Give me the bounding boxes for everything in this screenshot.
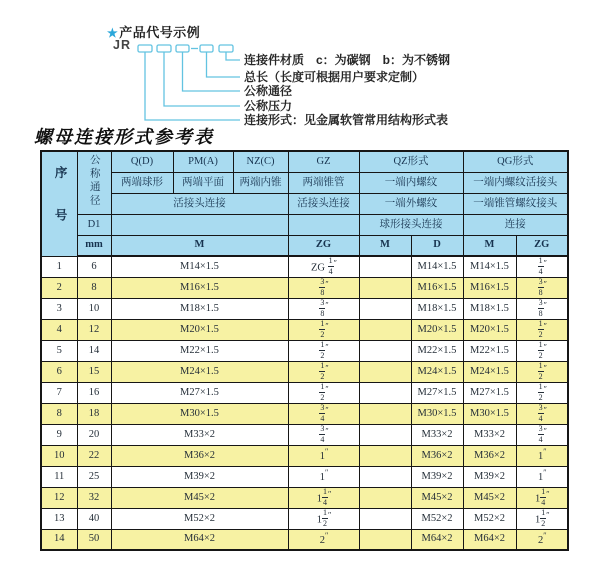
header-cell-group: Q(D) bbox=[111, 151, 173, 172]
cell-qg-m: M27×1.5 bbox=[463, 382, 516, 403]
header-cell-unit: ZG bbox=[288, 235, 359, 256]
cell-qg-m: M52×2 bbox=[463, 508, 516, 529]
header-cell-unit: M bbox=[111, 235, 288, 256]
header-cell-endtype: 两端平面 bbox=[173, 172, 233, 193]
cell-gz: $\frac{1}{2}$ ″ bbox=[288, 382, 359, 403]
nut-connection-table bbox=[40, 150, 569, 551]
table-row bbox=[41, 508, 568, 529]
header-cell-conn2: 连接 bbox=[463, 214, 568, 235]
header-cell-endtype: 两端锥管 bbox=[288, 172, 359, 193]
cell-qg-m: M22×1.5 bbox=[463, 340, 516, 361]
cell-dn: 12 bbox=[77, 319, 111, 340]
header-cell-conn: 活接头连接 bbox=[111, 193, 288, 214]
cell-qz-m bbox=[359, 445, 411, 466]
header-cell-blank bbox=[288, 214, 359, 235]
table-row bbox=[41, 403, 568, 424]
cell-m: M36×2 bbox=[111, 445, 288, 466]
cell-gz: 2″ bbox=[288, 529, 359, 550]
cell-dn: 10 bbox=[77, 298, 111, 319]
cell-qz-m bbox=[359, 424, 411, 445]
leader-label-length: 总长（长度可根据用户要求定制） bbox=[244, 70, 425, 84]
cell-qz-d: M16×1.5 bbox=[411, 277, 463, 298]
header-row-connection bbox=[41, 193, 568, 214]
leader-label-material: 连接件材质 c：为碳钢 b：为不锈钢 bbox=[244, 53, 451, 67]
code-box-4 bbox=[200, 45, 213, 52]
cell-qg-m: M36×2 bbox=[463, 445, 516, 466]
cell-dn: 15 bbox=[77, 361, 111, 382]
code-box-1 bbox=[138, 45, 152, 52]
code-box-5 bbox=[219, 45, 233, 52]
cell-qz-d: M14×1.5 bbox=[411, 256, 463, 277]
cell-m: M20×1.5 bbox=[111, 319, 288, 340]
cell-m: M45×2 bbox=[111, 487, 288, 508]
cell-qg-zg: 1 $\frac{1}{2}$ ″ bbox=[516, 508, 568, 529]
header-cell-endtype: 两端球形 bbox=[111, 172, 173, 193]
header-cell-endtype: 一端内螺纹 bbox=[359, 172, 463, 193]
cell-qz-d: M45×2 bbox=[411, 487, 463, 508]
table-row bbox=[41, 277, 568, 298]
cell-dn: 16 bbox=[77, 382, 111, 403]
table-title: 螺母连接形式参考表 bbox=[34, 127, 214, 147]
cell-gz: 1″ bbox=[288, 466, 359, 487]
cell-seq: 8 bbox=[41, 403, 77, 424]
cell-qz-d: M30×1.5 bbox=[411, 403, 463, 424]
leader-line-4 bbox=[207, 52, 241, 77]
cell-qz-m bbox=[359, 319, 411, 340]
cell-m: M24×1.5 bbox=[111, 361, 288, 382]
cell-m: M33×2 bbox=[111, 424, 288, 445]
table-row bbox=[41, 340, 568, 361]
cell-gz: 1 $\frac{1}{2}$ ″ bbox=[288, 508, 359, 529]
cell-qg-zg: $\frac{1}{2}$ ″ bbox=[516, 382, 568, 403]
cell-qz-m bbox=[359, 361, 411, 382]
cell-qg-m: M14×1.5 bbox=[463, 256, 516, 277]
cell-dn: 20 bbox=[77, 424, 111, 445]
cell-qz-d: M39×2 bbox=[411, 466, 463, 487]
header-cell-unit: M bbox=[359, 235, 411, 256]
cell-gz: ZG $\frac{1}{4}$ ″ bbox=[288, 256, 359, 277]
cell-gz: $\frac{3}{4}$ ″ bbox=[288, 424, 359, 445]
cell-m: M52×2 bbox=[111, 508, 288, 529]
cell-seq: 11 bbox=[41, 466, 77, 487]
cell-qg-m: M16×1.5 bbox=[463, 277, 516, 298]
cell-qz-d: M64×2 bbox=[411, 529, 463, 550]
leader-label-pressure: 公称压力 bbox=[244, 99, 293, 113]
header-row-units bbox=[41, 235, 568, 256]
table-row bbox=[41, 256, 568, 277]
leader-line-5 bbox=[226, 52, 240, 60]
cell-gz: $\frac{3}{8}$ ″ bbox=[288, 298, 359, 319]
cell-qz-d: M24×1.5 bbox=[411, 361, 463, 382]
header-cell-d1: D1 bbox=[77, 214, 111, 235]
cell-qg-m: M64×2 bbox=[463, 529, 516, 550]
cell-qg-m: M33×2 bbox=[463, 424, 516, 445]
cell-dn: 14 bbox=[77, 340, 111, 361]
cell-m: M14×1.5 bbox=[111, 256, 288, 277]
table-row bbox=[41, 487, 568, 508]
header-cell-mm: mm bbox=[77, 235, 111, 256]
cell-gz: $\frac{1}{2}$ ″ bbox=[288, 319, 359, 340]
cell-gz: 1 $\frac{1}{4}$ ″ bbox=[288, 487, 359, 508]
cell-qg-zg: $\frac{3}{4}$ ″ bbox=[516, 424, 568, 445]
cell-seq: 12 bbox=[41, 487, 77, 508]
cell-qg-m: M24×1.5 bbox=[463, 361, 516, 382]
header-cell-group: GZ bbox=[288, 151, 359, 172]
cell-m: M39×2 bbox=[111, 466, 288, 487]
cell-dn: 8 bbox=[77, 277, 111, 298]
diagram-heading-text: 产品代号示例 bbox=[119, 25, 201, 40]
cell-qg-zg: 1″ bbox=[516, 445, 568, 466]
table-row bbox=[41, 361, 568, 382]
cell-qg-zg: $\frac{1}{2}$ ″ bbox=[516, 361, 568, 382]
cell-gz: $\frac{1}{2}$ ″ bbox=[288, 340, 359, 361]
header-cell-conn: 一端外螺纹 bbox=[359, 193, 463, 214]
header-cell-unit: D bbox=[411, 235, 463, 256]
cell-seq: 1 bbox=[41, 256, 77, 277]
cell-seq: 7 bbox=[41, 382, 77, 403]
header-row-groups bbox=[41, 151, 568, 172]
cell-qg-zg: $\frac{1}{4}$ ″ bbox=[516, 256, 568, 277]
cell-qg-m: M20×1.5 bbox=[463, 319, 516, 340]
cell-m: M18×1.5 bbox=[111, 298, 288, 319]
cell-qz-m bbox=[359, 256, 411, 277]
cell-qz-d: M20×1.5 bbox=[411, 319, 463, 340]
cell-qz-d: M52×2 bbox=[411, 508, 463, 529]
cell-dn: 32 bbox=[77, 487, 111, 508]
table-row bbox=[41, 445, 568, 466]
header-cell-endtype: 一端内螺纹活接头 bbox=[463, 172, 568, 193]
cell-qz-d: M22×1.5 bbox=[411, 340, 463, 361]
cell-dn: 40 bbox=[77, 508, 111, 529]
header-cell-seq: 序号 bbox=[41, 151, 77, 256]
cell-qz-m bbox=[359, 382, 411, 403]
cell-qz-m bbox=[359, 298, 411, 319]
header-cell-dn: 公称通径 bbox=[77, 151, 111, 214]
cell-qg-m: M18×1.5 bbox=[463, 298, 516, 319]
cell-seq: 13 bbox=[41, 508, 77, 529]
cell-qg-zg: $\frac{1}{2}$ ″ bbox=[516, 319, 568, 340]
cell-qz-m bbox=[359, 403, 411, 424]
code-box-3 bbox=[176, 45, 189, 52]
table-row bbox=[41, 424, 568, 445]
cell-qz-d: M36×2 bbox=[411, 445, 463, 466]
cell-qg-zg: $\frac{3}{8}$ ″ bbox=[516, 298, 568, 319]
cell-qg-zg: $\frac{1}{2}$ ″ bbox=[516, 340, 568, 361]
cell-qg-zg: $\frac{3}{4}$ ″ bbox=[516, 403, 568, 424]
header-cell-group: PM(A) bbox=[173, 151, 233, 172]
cell-qz-m bbox=[359, 529, 411, 550]
cell-qz-d: M33×2 bbox=[411, 424, 463, 445]
cell-m: M27×1.5 bbox=[111, 382, 288, 403]
header-cell-conn: 活接头连接 bbox=[288, 193, 359, 214]
header-row-end-types bbox=[41, 172, 568, 193]
code-box-2 bbox=[157, 45, 171, 52]
cell-qg-zg: 2″ bbox=[516, 529, 568, 550]
cell-qz-m bbox=[359, 466, 411, 487]
table-row bbox=[41, 382, 568, 403]
table-row bbox=[41, 466, 568, 487]
header-cell-conn2: 球形接头连接 bbox=[359, 214, 463, 235]
cell-qz-m bbox=[359, 277, 411, 298]
table-row bbox=[41, 319, 568, 340]
cell-qg-m: M39×2 bbox=[463, 466, 516, 487]
cell-dn: 18 bbox=[77, 403, 111, 424]
cell-seq: 5 bbox=[41, 340, 77, 361]
cell-seq: 6 bbox=[41, 361, 77, 382]
cell-qg-zg: 1″ bbox=[516, 466, 568, 487]
cell-gz: $\frac{1}{2}$ ″ bbox=[288, 361, 359, 382]
cell-qz-m bbox=[359, 487, 411, 508]
table-row bbox=[41, 529, 568, 550]
cell-seq: 14 bbox=[41, 529, 77, 550]
header-cell-group: NZ(C) bbox=[233, 151, 288, 172]
header-cell-endtype: 两端内锥 bbox=[233, 172, 288, 193]
cell-qg-m: M30×1.5 bbox=[463, 403, 516, 424]
leader-label-diameter: 公称通径 bbox=[244, 84, 293, 98]
star-icon: ★ bbox=[107, 26, 119, 40]
header-cell-unit: M bbox=[463, 235, 516, 256]
cell-gz: 1″ bbox=[288, 445, 359, 466]
cell-dn: 50 bbox=[77, 529, 111, 550]
header-cell-group: QZ形式 bbox=[359, 151, 463, 172]
cell-qg-zg: 1 $\frac{1}{4}$ ″ bbox=[516, 487, 568, 508]
cell-gz: $\frac{3}{8}$ ″ bbox=[288, 277, 359, 298]
cell-dn: 22 bbox=[77, 445, 111, 466]
cell-dn: 6 bbox=[77, 256, 111, 277]
cell-qg-m: M45×2 bbox=[463, 487, 516, 508]
cell-seq: 2 bbox=[41, 277, 77, 298]
leader-line-1 bbox=[145, 52, 240, 120]
cell-seq: 4 bbox=[41, 319, 77, 340]
cell-m: M22×1.5 bbox=[111, 340, 288, 361]
cell-gz: $\frac{3}{4}$ ″ bbox=[288, 403, 359, 424]
leader-label-connection: 连接形式：见金属软管常用结构形式表 bbox=[244, 113, 449, 127]
cell-qz-m bbox=[359, 508, 411, 529]
cell-dn: 25 bbox=[77, 466, 111, 487]
header-cell-group: QG形式 bbox=[463, 151, 568, 172]
cell-seq: 9 bbox=[41, 424, 77, 445]
leader-line-3 bbox=[183, 52, 241, 91]
table-body bbox=[41, 256, 568, 550]
cell-m: M30×1.5 bbox=[111, 403, 288, 424]
cell-seq: 10 bbox=[41, 445, 77, 466]
cell-qz-d: M27×1.5 bbox=[411, 382, 463, 403]
cell-m: M16×1.5 bbox=[111, 277, 288, 298]
code-prefix: JR bbox=[113, 38, 131, 52]
cell-seq: 3 bbox=[41, 298, 77, 319]
header-cell-unit: ZG bbox=[516, 235, 568, 256]
cell-m: M64×2 bbox=[111, 529, 288, 550]
header-cell-conn: 一端锥管螺纹接头 bbox=[463, 193, 568, 214]
table-row bbox=[41, 298, 568, 319]
header-cell-blank bbox=[111, 214, 288, 235]
cell-qz-d: M18×1.5 bbox=[411, 298, 463, 319]
cell-qg-zg: $\frac{3}{8}$ ″ bbox=[516, 277, 568, 298]
header-row-d1 bbox=[41, 214, 568, 235]
cell-qz-m bbox=[359, 340, 411, 361]
